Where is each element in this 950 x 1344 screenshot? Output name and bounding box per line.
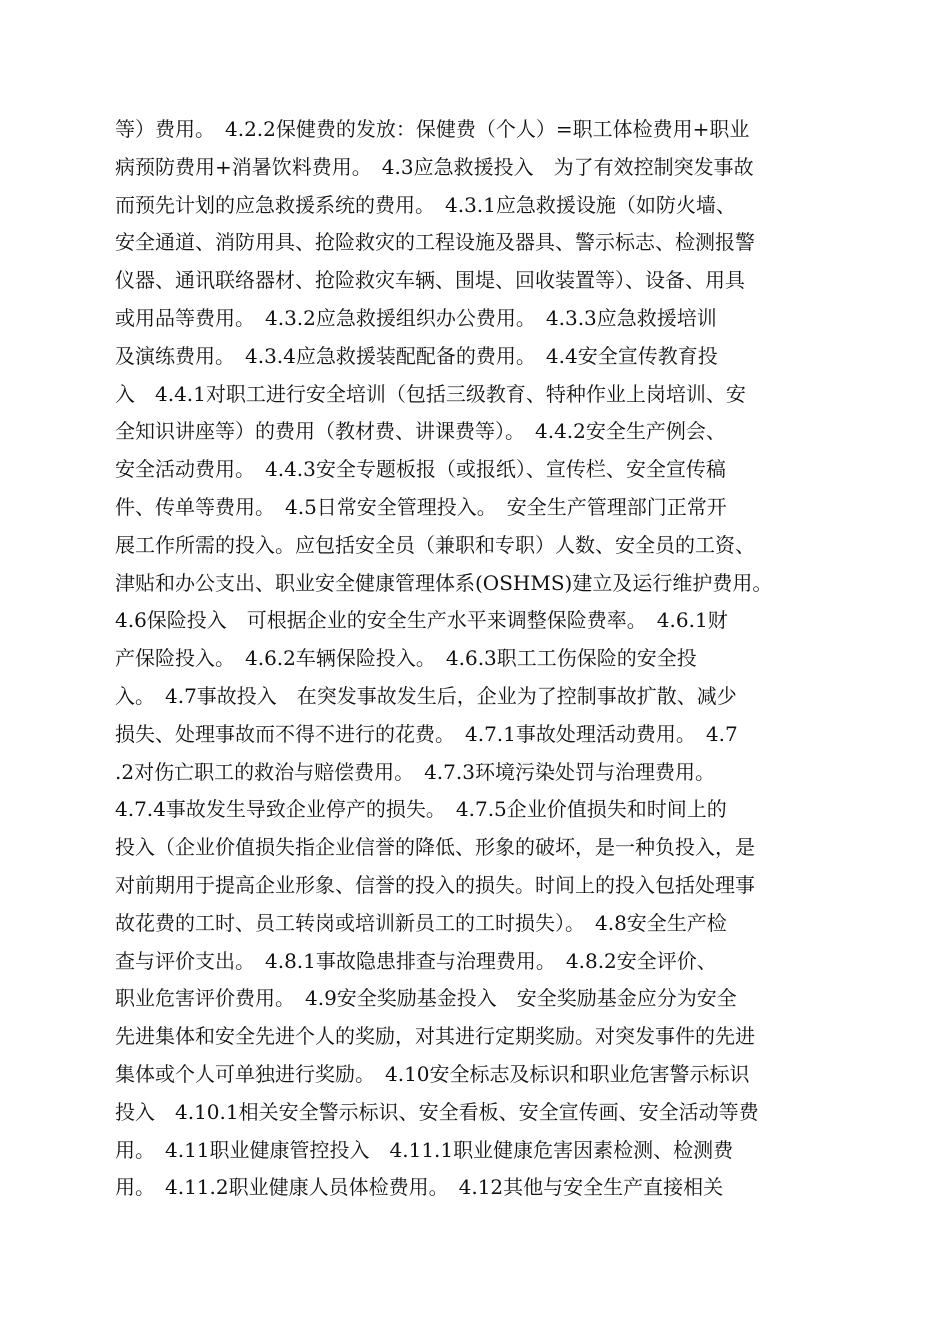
text-line: 而预先计划的应急救援系统的费用。 4.3.1应急救援设施（如防火墙、: [115, 192, 736, 217]
body-text: [115, 111, 855, 1207]
text-line: 或用品等费用。 4.3.2应急救援组织办公费用。 4.3.3应急救援培训: [115, 305, 717, 330]
text-line: 损失、处理事故而不得不进行的花费。 4.7.1事故处理活动费用。 4.7: [115, 721, 738, 746]
text-line: 等）费用。 4.2.2保健费的发放：保健费（个人）=职工体检费用+职业: [115, 117, 750, 141]
text-line: 病预防费用+消暑饮料费用。 4.3应急救援投入 为了有效控制突发事故: [115, 154, 754, 179]
text-line: 安全活动费用。 4.4.3安全专题板报（或报纸）、宣传栏、安全宣传稿: [115, 457, 726, 482]
text-line: 故花费的工时、员工转岗或培训新员工的工时损失）。 4.8安全生产检: [115, 910, 727, 935]
text-line: 对前期用于提高企业形象、信誉的投入的损失。时间上的投入包括处理事: [115, 872, 755, 897]
text-line: 4.7.4事故发生导致企业停产的损失。 4.7.5企业价值损失和时间上的: [115, 797, 727, 822]
text-line: 及演练费用。 4.3.4应急救援装配配备的费用。 4.4安全宣传教育投: [115, 343, 718, 368]
text-line: 集体或个人可单独进行奖励。 4.10安全标志及标识和职业危害警示标识: [115, 1061, 750, 1086]
text-line: 件、传单等费用。 4.5日常安全管理投入。 安全生产管理部门正常开: [115, 494, 727, 519]
text-line: 先进集体和安全先进个人的奖励，对其进行定期奖励。对突发事件的先进: [115, 1024, 755, 1049]
text-line: 用。 4.11.2职业健康人员体检费用。 4.12其他与安全生产直接相关: [115, 1175, 724, 1200]
text-line: 安全通道、消防用具、抢险救灾的工程设施及器具、警示标志、检测报警: [115, 230, 755, 255]
text-line: 入。 4.7事故投入 在突发事故发生后，企业为了控制事故扩散、减少: [115, 683, 737, 708]
text-line: 用。 4.11职业健康管控投入 4.11.1职业健康危害因素检测、检测费: [115, 1137, 734, 1162]
text-line: .2对伤亡职工的救治与赔偿费用。 4.7.3环境污染处罚与治理费用。: [115, 759, 715, 784]
text-line: 入 4.4.1对职工进行安全培训（包括三级教育、特种作业上岗培训、安: [115, 381, 746, 406]
text-line: 职业危害评价费用。 4.9安全奖励基金投入 安全奖励基金应分为安全: [115, 986, 737, 1011]
text-line: 投入 4.10.1相关安全警示标识、安全看板、安全宣传画、安全活动等费: [115, 1099, 759, 1124]
text-line: 4.6保险投入 可根据企业的安全生产水平来调整保险费率。 4.6.1财: [115, 608, 728, 633]
text-line: 仪器、通讯联络器材、抢险救灾车辆、围堤、回收装置等）、设备、用具: [115, 268, 745, 293]
text-line: 全知识讲座等）的费用（教材费、讲课费等）。 4.4.2安全生产例会、: [115, 419, 726, 444]
text-line: 展工作所需的投入。应包括安全员（兼职和专职）人数、安全员的工资、: [115, 532, 755, 557]
text-line: 投入（企业价值损失指企业信誉的降低、形象的破坏，是一种负投入，是: [115, 835, 755, 860]
text-line: 产保险投入。 4.6.2车辆保险投入。 4.6.3职工工伤保险的安全投: [115, 646, 697, 671]
text-line: 查与评价支出。 4.8.1事故隐患排查与治理费用。 4.8.2安全评价、: [115, 948, 717, 973]
text-line: 津贴和办公支出、职业安全健康管理体系(OSHMS)建立及运行维护费用。: [115, 570, 773, 595]
